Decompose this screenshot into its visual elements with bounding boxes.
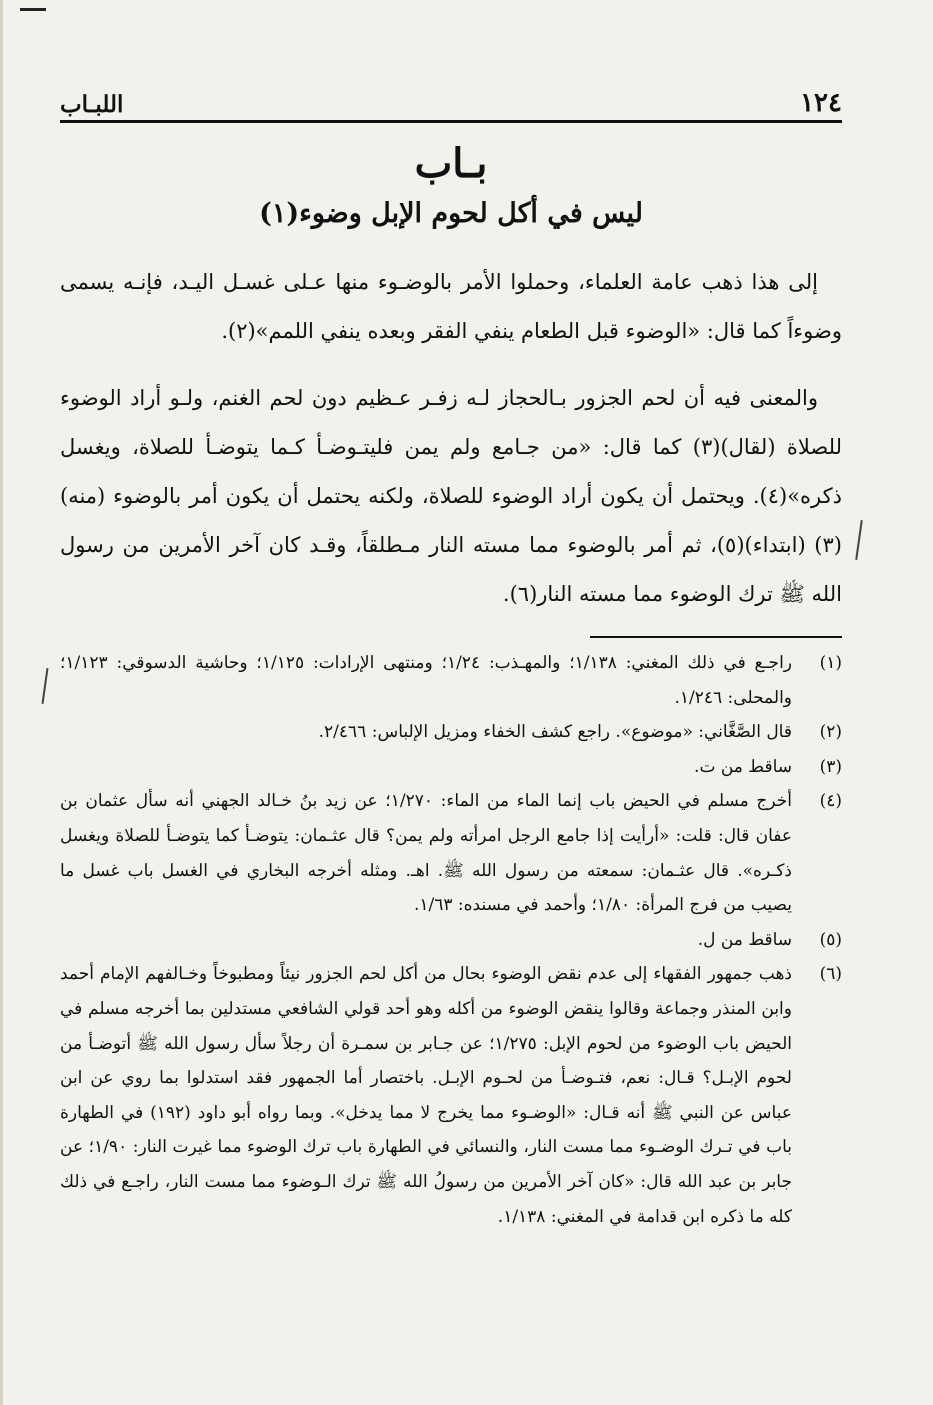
footnote: [60, 715, 842, 750]
footnote: [60, 646, 842, 715]
footnote: [60, 923, 842, 958]
footnotes: [60, 646, 842, 1234]
footnote: [60, 750, 842, 785]
body-paragraph: إلى هذا ذهب عامة العلماء، وحملوا الأمر بالوضـوء منها عـلى غسـل اليـد، فإنـه يسمى وضوءاً كما قال: «الوضوء قبل الطعام ينفي الفقر وبعده ينفي اللمم»(٢).: [60, 270, 842, 343]
page-header: [60, 78, 842, 118]
body-paragraph: والمعنى فيه أن لحم الجزور بـالحجاز لـه زفـر عـظيم دون لحم الغنم، ولـو أراد الوضوء للصلاة (لقال)(٣) كما قال: «من جـامع ولم يمن فليتـوضـأ كـما يتوضـأ للصلاة، ويغسل ذكره»(٤). ويحتمل أن يكون أراد الوضوء للصلاة، ولكنه يحتمل أن يكون أمر بالوضوء (منه)(٣) (ابتداء)(٥)، ثم أمر بالوضوء مما مسته النار مـطلقاً، وقـد كان آخر الأمرين من رسول الله ﷺ ترك الوضوء مما مسته النار(٦).: [60, 386, 842, 606]
page-number: ١٢٤: [800, 88, 842, 118]
chapter-label: بـاب: [414, 140, 488, 187]
footnote-number: (٤): [819, 791, 842, 812]
footnote-number: (١): [819, 653, 842, 673]
footnote-text: قال الصَّغَّاني: «موضوع». راجع كشف الخفاء ومزيل الإلباس: ٢/٤٦٦.: [318, 722, 792, 743]
footnote-text: راجـع في ذلك المغني: ١/١٣٨؛ والمهـذب: ١/٢٤؛ ومنتهى الإرادات: ١/١٢٥؛ وحاشية الدسوقي: ١/١٢٣؛ والمحلى: ١/٢٤٦.: [60, 653, 792, 708]
footnote-number: (٥): [819, 929, 842, 950]
header-rule: [60, 120, 842, 123]
scan-mark: [20, 8, 46, 11]
footnote-number: (٢): [819, 722, 842, 743]
running-title: اللبـاب: [60, 91, 124, 118]
chapter-title: ليس في أكل لحوم الإبل وضوء(١): [259, 198, 643, 229]
footnote-text: ساقط من ل.: [697, 929, 792, 950]
footnote-separator: [590, 636, 842, 638]
footnote: [60, 957, 842, 1234]
footnote-text: ساقط من ت.: [694, 756, 792, 777]
footnote-number: (٦): [819, 964, 842, 985]
body-text: [60, 258, 842, 637]
footnote-number: (٣): [819, 756, 842, 777]
footnote-text: ذهب جمهور الفقهاء إلى عدم نقض الوضوء بحال من أكل لحم الجزور نيئاً ومطبوخاً وخـالفهم الإمام أحمد وابن المنذر وجماعة وقالوا ينقض الوضوء من أكله وهو أحد قولي الشافعي مستدلين بما أخرجه مسلم في الحيض باب الوضوء من لحوم الإبل: ١/٢٧٥؛ عن جـابر بن سمـرة أن رجلاً سأل رسول الله ﷺ أتوضـأ من لحوم الإبـل؟ قـال: نعم، فتـوضـأ من لحـوم الإبـل. باختصار أما الجمهور فقد استدلوا بما روي عن ابن عباس عن النبي ﷺ أنه قـال: «الوضـوء مما يخرج لا مما يدخل». وبما رواه أبو داود (١٩٢) في الطهارة باب في تـرك الوضـوء مما مست النار، والنسائي في الطهارة باب ترك الوضوء مما غيرت النار: ١/٩٠؛ عن جابر بن عبد الله قال: «كان آخر الأمرين من رسولُ الله ﷺ ترك الـوضوء مما مست النار، راجـع في ذلك كله ما ذكره ابن قدامة في المغني: ١/١٣٨.: [60, 964, 793, 1227]
footnote-text: أخرج مسلم في الحيض باب إنما الماء من الماء: ١/٢٧٠؛ عن زيد بنُ خـالد الجهني أنه سأل عثمان بن عفان قال: قلت: «أرأيت إذا جامع الرجل امرأته ولم يمن؟ قال عثـمان: يتوضـأ كما يتوضـأ للصلاة ويغسل ذكـره». قال عثـمان: سمعته من رسول الله ﷺ. اهـ. ومثله أخرجه البخاري في الغسل باب غسل ما يصيب من فرج المرأة: ١/٨٠؛ وأحمد في مسنده: ١/٦٣.: [60, 791, 792, 916]
footnote: [60, 784, 842, 922]
